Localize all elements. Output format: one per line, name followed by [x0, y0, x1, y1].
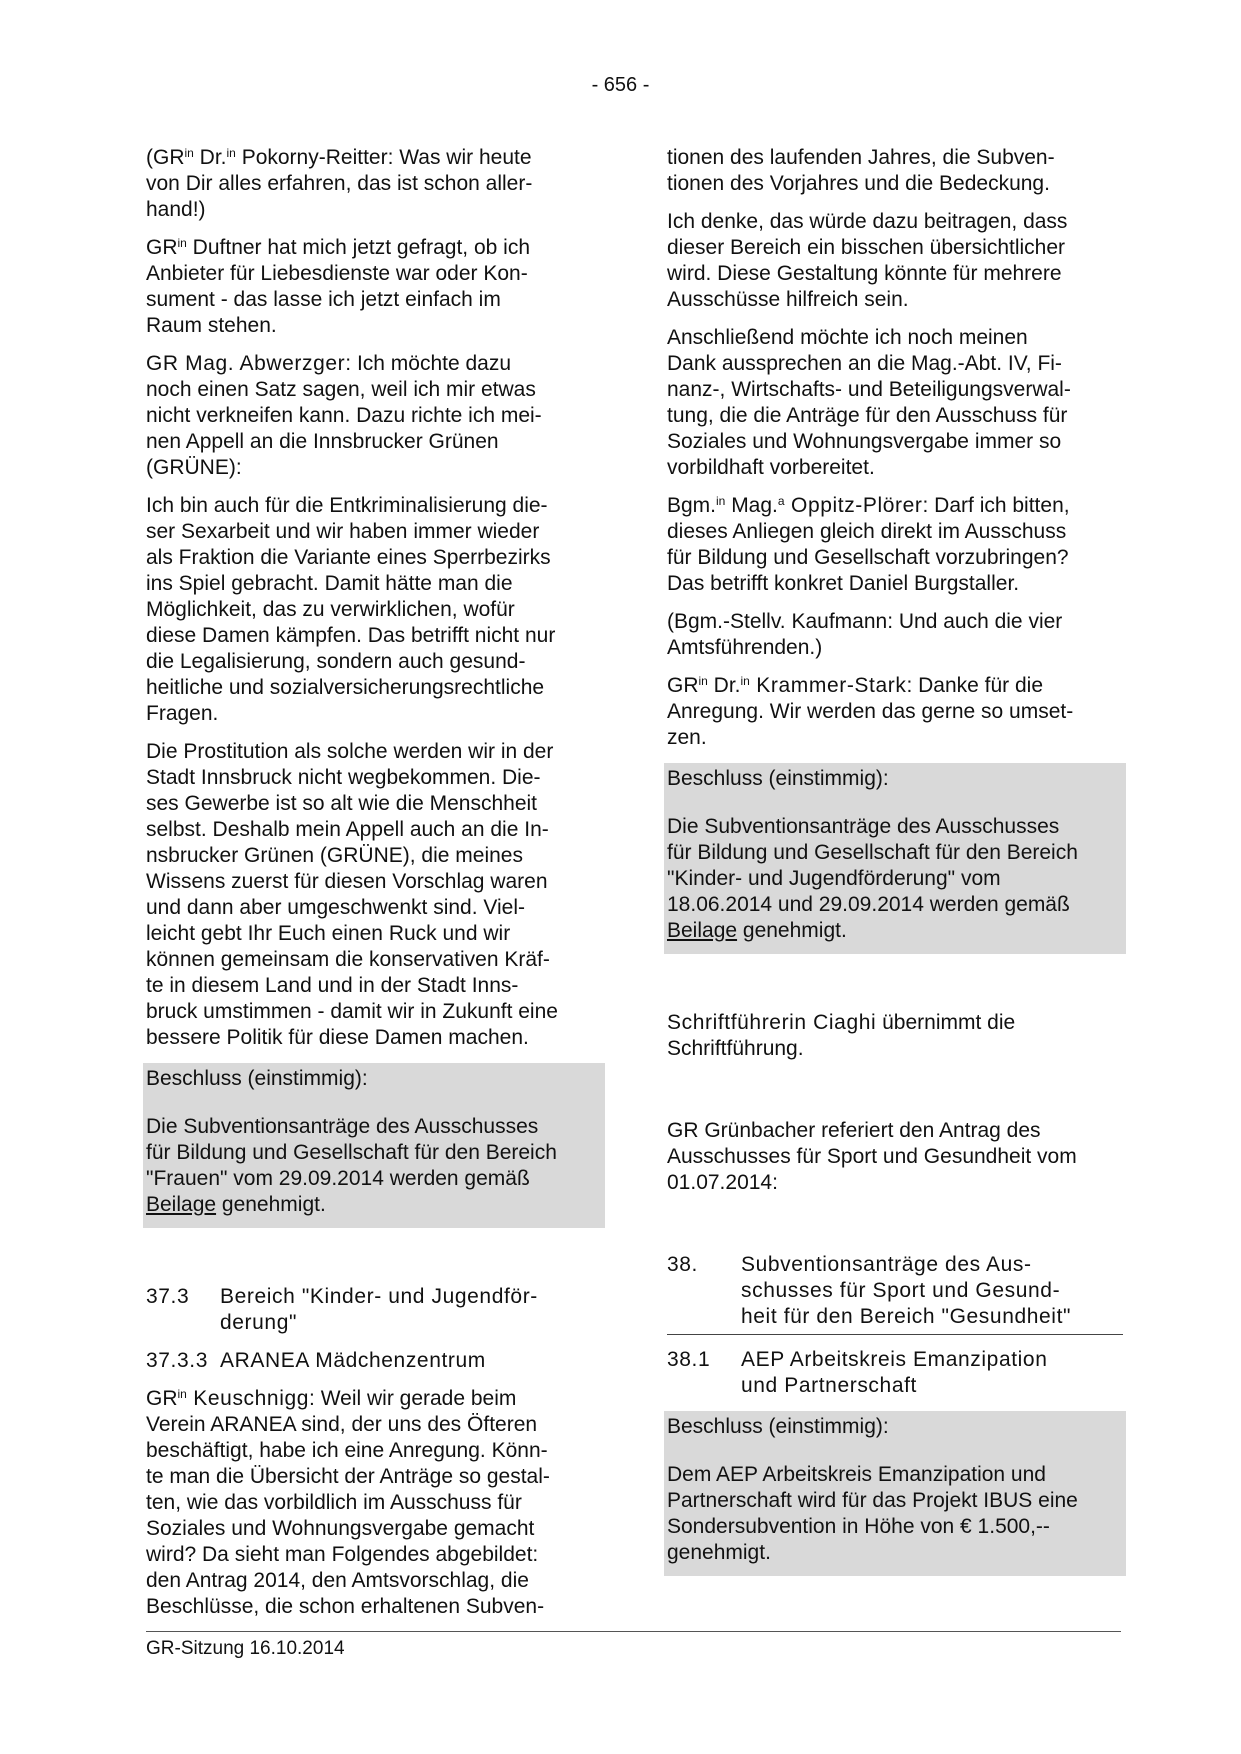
beschluss-kinder-jugend	[664, 763, 1126, 954]
page-number: - 656 -	[591, 74, 650, 96]
paragraph-entkriminalisierung: Ich bin auch für die Entkriminalisierung die- ser Sexarbeit und wir haben immer wieder als Fraktion die Variante eines Sperrbezirks ins Spiel gebracht. Damit hätte man die Möglichkeit, das zu verwirklichen, wofür diese Damen kämpfen. Das betrifft nicht nur die Legalisierung, sondern auch gesund- heitliche und sozialversicherungsrechtliche Fragen.	[146, 494, 556, 725]
speaker-name: Keuschnigg	[186, 1387, 310, 1410]
beschluss-heading: Beschluss (einstimmig):	[667, 1415, 889, 1438]
beschluss-text: Die Subventionsanträge des Ausschusses für Bildung und Gesellschaft für den Bereich "Kinder- und Jugendförderung" vom 18.06.2014 und 29.09.2014 werden gemäß Beilage genehmigt.	[667, 815, 1078, 942]
beilage-link[interactable]: Beilage	[667, 919, 738, 942]
section-heading-38: 38. Subventionsanträge des Aus- schusses für Sport und Gesund- heit für den Bereich "Gesundheit"	[667, 1252, 1123, 1335]
section-heading-38-1: 38.1 AEP Arbeitskreis Emanzipation und Partnerschaft	[667, 1348, 1048, 1397]
beilage-link[interactable]: Beilage	[146, 1193, 217, 1216]
speaker-name: Krammer-Stark	[749, 674, 907, 697]
interjection-pokorny-reitter: ($GR^{in}$ Dr.$^{in}$ Pokorny-Reitter: Was wir heute von Dir alles erfahren, das ist schon aller- hand!)	[146, 146, 533, 221]
footer-rule	[146, 1631, 1121, 1632]
speaker-name: Schriftführerin Ciaghi	[667, 1011, 877, 1034]
beschluss-text: Die Subventionsanträge des Ausschusses für Bildung und Gesellschaft für den Bereich "Frauen" vom 29.09.2014 werden gemäß Beilage genehmigt.	[146, 1115, 557, 1216]
beschluss-text: Dem AEP Arbeitskreis Emanzipation und Partnerschaft wird für das Projekt IBUS eine Sondersubvention in Höhe von € 1.500,-- genehmigt.	[667, 1463, 1078, 1564]
section-heading-37-3-3: 37.3.3 ARANEA Mädchenzentrum	[146, 1349, 486, 1372]
paragraph-dank: Anschließend möchte ich noch meinen Dank aussprechen an die Mag.-Abt. IV, Fi- nanz-, Wirtschafts- und Beteiligungsverwal- tung, die die Anträge für den Ausschuss für Soziales und Wohnungsvergabe immer so vorbildhaft vorbereitet.	[667, 326, 1071, 479]
statement-krammer-stark: $GR^{in}$ Dr.$^{in}$ Krammer-Stark: Danke für die Anregung. Wir werden das gerne so umset- zen.	[667, 674, 1074, 749]
speaker-name: GR Mag. Abwerzger	[146, 352, 346, 375]
right-column	[667, 145, 1123, 1588]
beschluss-heading: Beschluss (einstimmig):	[146, 1067, 368, 1090]
paragraph-prostitution: Die Prostitution als solche werden wir in der Stadt Innsbruck nicht wegbekommen. Die- ses Gewerbe ist so alt wie die Menschheit selbst. Deshalb mein Appell auch an die In- nsbrucker Grünen (GRÜNE), die meines Wissens zuerst für diesen Vorschlag waren und dann aber umgeschwenkt sind. Viel- leicht gebt Ihr Euch einen Ruck und wir können gemeinsam die konservativen Kräf- te in diesem Land und in der Stadt Inns- bruck umstimmen - damit wir in Zukunft eine bessere Politik für diese Damen machen.	[146, 740, 558, 1049]
interjection-kaufmann: (Bgm.-Stellv. Kaufmann: Und auch die vier Amtsführenden.)	[667, 610, 1063, 659]
footer-session-date: GR-Sitzung 16.10.2014	[146, 1638, 345, 1659]
speaker-name: Oppitz-Plörer	[784, 494, 923, 517]
beschluss-heading: Beschluss (einstimmig):	[667, 767, 889, 790]
paragraph-gruenbacher: GR Grünbacher referiert den Antrag des Ausschusses für Sport und Gesundheit vom 01.07.2014:	[667, 1119, 1077, 1194]
paragraph-subventionen: tionen des laufenden Jahres, die Subven- tionen des Vorjahres und die Bedeckung.	[667, 146, 1055, 195]
paragraph-bereich: Ich denke, das würde dazu beitragen, dass dieser Bereich ein bisschen übersichtlicher wird. Diese Gestaltung könnte für mehrere Ausschüsse hilfreich sein.	[667, 210, 1068, 311]
statement-keuschnigg: $GR^{in}$ Keuschnigg: Weil wir gerade beim Verein ARANEA sind, der uns des Öfteren beschäftigt, habe ich eine Anregung. Könn- te man die Übersicht der Anträge so gestal- ten, wie das vorbildlich im Ausschuss für Soziales und Wohnungsvergabe gemacht wird? Da sieht man Folgendes abgebildet: den Antrag 2014, den Amtsvorschlag, die Beschlüsse, die schon erhaltenen Subven-	[146, 1387, 550, 1618]
section-heading-37-3: 37.3 Bereich "Kinder- und Jugendför- derung"	[146, 1285, 538, 1334]
statement-abwerzger: GR Mag. Abwerzger: Ich möchte dazu noch einen Satz sagen, weil ich mir etwas nicht verkneifen kann. Dazu richte ich mei- nen Appell an die Innsbrucker Grünen (GRÜNE):	[146, 352, 542, 479]
statement-oppitz-ploerer: Bgm.$^{in}$ Mag.$^a$ Oppitz-Plörer: Darf ich bitten, dieses Anliegen gleich direkt im Ausschuss für Bildung und Gesellschaft vorzubringen? Das betrifft konkret Daniel Burgstaller.	[667, 494, 1070, 595]
left-column	[146, 145, 602, 1632]
beschluss-frauen	[143, 1063, 605, 1228]
paragraph-duftner: $GR^{in}$ Duftner hat mich jetzt gefragt, ob ich Anbieter für Liebesdienste war oder Kon- sument - das lasse ich jetzt einfach im Raum stehen.	[146, 236, 531, 337]
beschluss-aep	[664, 1411, 1126, 1576]
statement-schriftfuehrung: Schriftführerin Ciaghi übernimmt die Schriftführung.	[667, 1011, 1016, 1060]
